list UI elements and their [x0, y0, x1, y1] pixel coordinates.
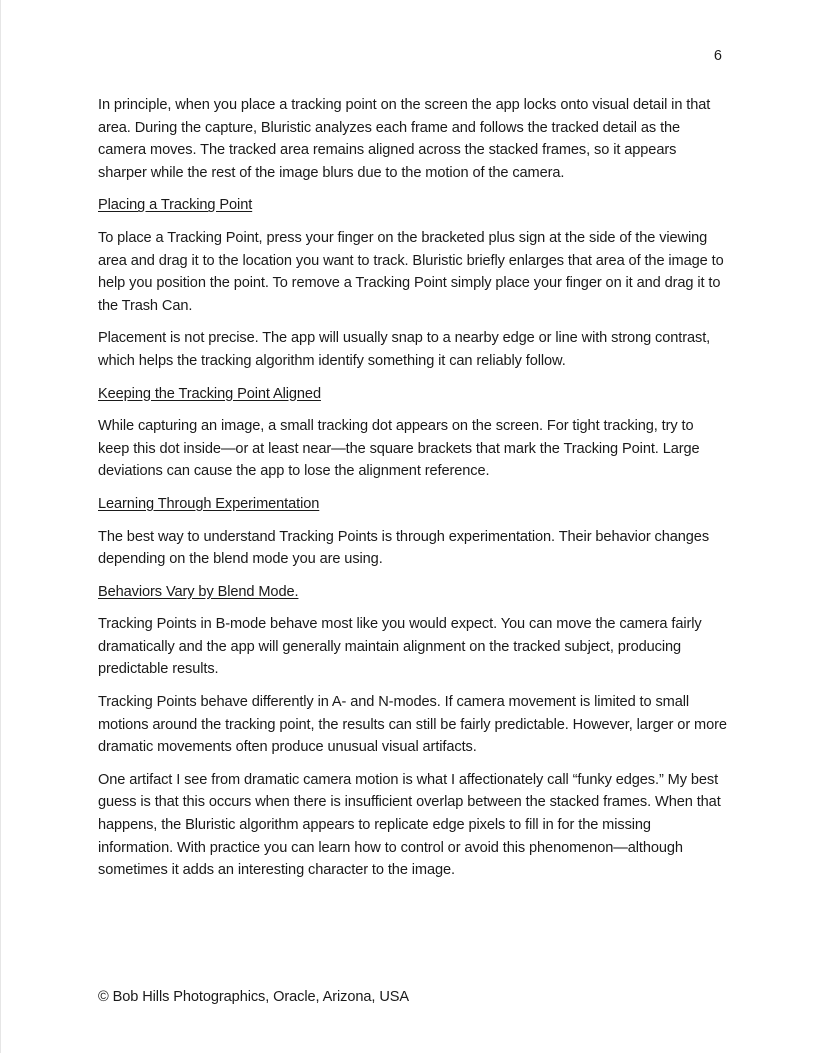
paragraph-intro: In principle, when you place a tracking point on the screen the app locks onto visual detail in that area. During the capture, Bluristic analyzes each frame and follows the tracked detail as the camera moves. The tracked area remains aligned across the stacked frames, so it appears sharper while the rest of the image blurs due to the motion of the camera. — [98, 97, 711, 181]
paragraph-aligned: While capturing an image, a small tracking dot appears on the screen. For tight tracking, try to keep this dot inside—or at least near—the square brackets that mark the Tracking Point. Large deviations can cause the app to lose the alignment reference. — [98, 418, 700, 480]
paragraph-placement-precision: Placement is not precise. The app will usually snap to a nearby edge or line with strong contrast, which helps the tracking algorithm identify something it can reliably follow. — [98, 330, 711, 369]
paragraph-placing: To place a Tracking Point, press your finger on the bracketed plus sign at the side of the viewing area and drag it to the location you want to track. Bluristic briefly enlarges that area of the image to help you position the point. To remove a Tracking Point simply place your finger on it and drag it to the Trash Can. — [98, 229, 724, 314]
body-text — [98, 94, 728, 892]
section-heading-experimentation: Learning Through Experimentation — [98, 495, 320, 512]
paragraph-b-mode: Tracking Points in B-mode behave most like you would expect. You can move the camera fairly dramatically and the app will generally maintain alignment on the tracked subject, producing predictable results. — [98, 616, 702, 678]
paragraph-funky-edges: One artifact I see from dramatic camera motion is what I affectionately call “funky edges.” My best guess is that this occurs when there is insufficient overlap between the stacked frames. When that happens, the Bluristic algorithm appears to replicate edge pixels to fill in for the missing information. With practice you can learn how to control or avoid this phenomenon—although sometimes it adds an interesting character to the image. — [98, 771, 721, 879]
section-heading-aligned: Keeping the Tracking Point Aligned — [98, 385, 321, 402]
section-heading-blend-mode: Behaviors Vary by Blend Mode. — [98, 583, 299, 600]
paragraph-experimentation: The best way to understand Tracking Points is through experimentation. Their behavior changes depending on the blend mode you are using. — [98, 528, 710, 568]
paragraph-a-n-modes: Tracking Points behave differently in A- and N-modes. If camera movement is limited to small motions around the tracking point, the results can still be fairly predictable. However, larger or more dramatic movements often produce unusual visual artifacts. — [98, 694, 727, 756]
footer-copyright: © Bob Hills Photographics, Oracle, Arizona, USA — [98, 989, 410, 1005]
page-number: 6 — [713, 48, 722, 64]
section-heading-placing: Placing a Tracking Point — [98, 197, 253, 214]
